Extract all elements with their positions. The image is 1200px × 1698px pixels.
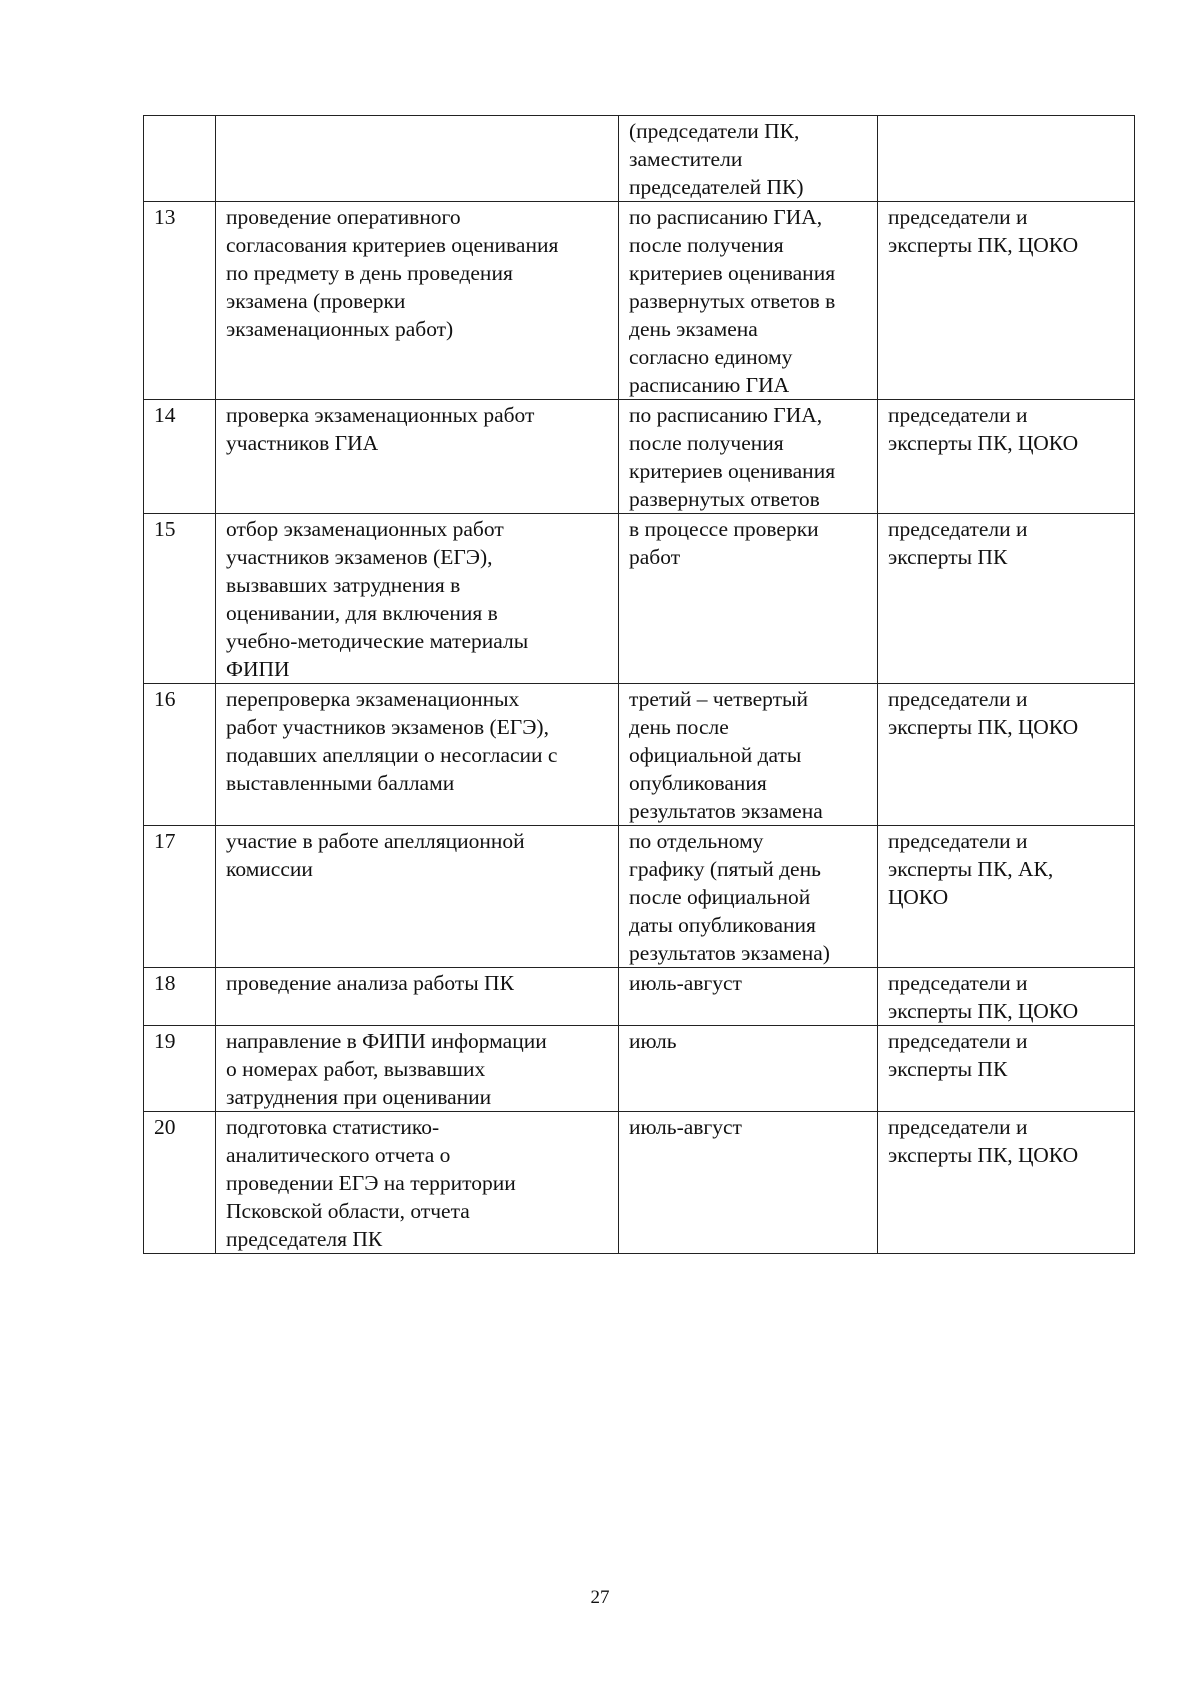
cell-text-line: председатели и <box>888 1115 1028 1139</box>
row-number-cell <box>144 826 216 968</box>
cell-text-line: председателей ПК) <box>629 175 804 199</box>
cell-text-line: участников ГИА <box>226 431 379 455</box>
cell-text-line: 13 <box>154 205 176 229</box>
cell-text-line: эксперты ПК, ЦОКО <box>888 431 1079 455</box>
cell-text-line: подавших апелляции о несогласии с <box>226 743 558 767</box>
cell-text-line: эксперты ПК, АК, <box>888 857 1054 881</box>
timing-cell <box>619 400 878 514</box>
responsible-cell <box>878 514 1135 684</box>
cell-text-line: графику (пятый день <box>629 857 821 881</box>
timing-cell <box>619 116 878 202</box>
cell-text-line: председатели и <box>888 829 1028 853</box>
activity-cell <box>216 514 619 684</box>
table-row <box>144 116 1135 202</box>
timing-cell <box>619 684 878 826</box>
row-number-cell <box>144 202 216 400</box>
cell-text-line: по расписанию ГИА, <box>629 205 823 229</box>
cell-text-line: о номерах работ, вызвавших <box>226 1057 486 1081</box>
page-number: 27 <box>590 1587 610 1608</box>
activity-cell <box>216 684 619 826</box>
cell-text-line: работ <box>629 545 681 569</box>
cell-text-line: 14 <box>154 403 176 427</box>
cell-text-line: результатов экзамена <box>629 799 823 823</box>
cell-text-line: расписанию ГИА <box>629 373 790 397</box>
responsible-cell <box>878 968 1135 1026</box>
table-row <box>144 684 1135 826</box>
cell-text-line: заместители <box>629 147 743 171</box>
responsible-cell <box>878 400 1135 514</box>
cell-text-line: аналитического отчета о <box>226 1143 451 1167</box>
activity-cell <box>216 202 619 400</box>
row-number-cell <box>144 684 216 826</box>
schedule-table-body <box>144 116 1135 1254</box>
row-number-cell <box>144 400 216 514</box>
responsible-cell <box>878 684 1135 826</box>
responsible-cell <box>878 116 1135 202</box>
row-number-cell <box>144 514 216 684</box>
table-row <box>144 826 1135 968</box>
cell-text-line: даты опубликования <box>629 913 816 937</box>
timing-cell <box>619 202 878 400</box>
cell-text-line: 16 <box>154 687 176 711</box>
timing-cell <box>619 514 878 684</box>
cell-text-line: день после <box>629 715 729 739</box>
cell-text-line: проверка экзаменационных работ <box>226 403 535 427</box>
cell-text-line: председатели и <box>888 971 1028 995</box>
cell-text-line: (председатели ПК, <box>629 119 800 143</box>
cell-text-line: в процессе проверки <box>629 517 819 541</box>
cell-text-line: отбор экзаменационных работ <box>226 517 504 541</box>
cell-text-line: вызвавших затруднения в <box>226 573 461 597</box>
cell-text-line: июль <box>629 1029 677 1053</box>
timing-cell <box>619 1026 878 1112</box>
cell-text-line: 20 <box>154 1115 176 1139</box>
cell-text-line: эксперты ПК, ЦОКО <box>888 233 1079 257</box>
cell-text-line: по отдельному <box>629 829 764 853</box>
cell-text-line: после получения <box>629 233 784 257</box>
cell-text-line: председателя ПК <box>226 1227 383 1251</box>
cell-text-line: 15 <box>154 517 176 541</box>
responsible-cell <box>878 1026 1135 1112</box>
cell-text-line: развернутых ответов <box>629 487 820 511</box>
cell-text-line: третий – четвертый <box>629 687 808 711</box>
cell-text-line: учебно-методические материалы <box>226 629 529 653</box>
cell-text-line: согласования критериев оценивания <box>226 233 559 257</box>
activity-cell <box>216 1026 619 1112</box>
table-row <box>144 1112 1135 1254</box>
activity-cell <box>216 400 619 514</box>
timing-cell <box>619 826 878 968</box>
activity-cell <box>216 968 619 1026</box>
cell-text-line: председатели и <box>888 687 1028 711</box>
schedule-table <box>143 115 1135 1254</box>
cell-text-line: перепроверка экзаменационных <box>226 687 520 711</box>
cell-text-line: июль-август <box>629 971 742 995</box>
activity-cell <box>216 826 619 968</box>
table-row <box>144 400 1135 514</box>
cell-text-line: председатели и <box>888 205 1028 229</box>
cell-text-line: согласно единому <box>629 345 793 369</box>
cell-text-line: 19 <box>154 1029 176 1053</box>
cell-text-line: развернутых ответов в <box>629 289 836 313</box>
cell-text-line: подготовка статистико- <box>226 1115 440 1139</box>
cell-text-line: председатели и <box>888 517 1028 541</box>
cell-text-line: 17 <box>154 829 176 853</box>
cell-text-line: участников экзаменов (ЕГЭ), <box>226 545 493 569</box>
cell-text-line: результатов экзамена) <box>629 941 830 965</box>
timing-cell <box>619 1112 878 1254</box>
cell-text-line: официальной даты <box>629 743 802 767</box>
cell-text-line: председатели и <box>888 1029 1028 1053</box>
table-row <box>144 1026 1135 1112</box>
cell-text-line: ЦОКО <box>888 885 949 909</box>
cell-text-line: участие в работе апелляционной <box>226 829 525 853</box>
row-number-cell <box>144 968 216 1026</box>
responsible-cell <box>878 826 1135 968</box>
row-number-cell <box>144 1112 216 1254</box>
cell-text-line: эксперты ПК, ЦОКО <box>888 715 1079 739</box>
cell-text-line: Псковской области, отчета <box>226 1199 470 1223</box>
cell-text-line: экзамена (проверки <box>226 289 406 313</box>
cell-text-line: критериев оценивания <box>629 459 836 483</box>
responsible-cell <box>878 202 1135 400</box>
row-number-cell <box>144 1026 216 1112</box>
row-number-cell <box>144 116 216 202</box>
cell-text-line: проведении ЕГЭ на территории <box>226 1171 516 1195</box>
cell-text-line: июль-август <box>629 1115 742 1139</box>
cell-text-line: по предмету в день проведения <box>226 261 513 285</box>
cell-text-line: эксперты ПК, ЦОКО <box>888 1143 1079 1167</box>
cell-text-line: после получения <box>629 431 784 455</box>
cell-text-line: ФИПИ <box>226 657 290 681</box>
cell-text-line: оценивании, для включения в <box>226 601 498 625</box>
cell-text-line: проведение анализа работы ПК <box>226 971 514 995</box>
cell-text-line: 18 <box>154 971 176 995</box>
table-row <box>144 968 1135 1026</box>
table-row <box>144 202 1135 400</box>
cell-text-line: эксперты ПК <box>888 545 1008 569</box>
cell-text-line: эксперты ПК <box>888 1057 1008 1081</box>
table-row <box>144 514 1135 684</box>
cell-text-line: проведение оперативного <box>226 205 461 229</box>
activity-cell <box>216 116 619 202</box>
cell-text-line: работ участников экзаменов (ЕГЭ), <box>226 715 549 739</box>
cell-text-line: критериев оценивания <box>629 261 836 285</box>
cell-text-line: комиссии <box>226 857 313 881</box>
cell-text-line: эксперты ПК, ЦОКО <box>888 999 1079 1023</box>
cell-text-line: опубликования <box>629 771 767 795</box>
timing-cell <box>619 968 878 1026</box>
responsible-cell <box>878 1112 1135 1254</box>
activity-cell <box>216 1112 619 1254</box>
cell-text-line: направление в ФИПИ информации <box>226 1029 547 1053</box>
cell-text-line: экзаменационных работ) <box>226 317 454 341</box>
cell-text-line: затруднения при оценивании <box>226 1085 492 1109</box>
cell-text-line: выставленными баллами <box>226 771 455 795</box>
cell-text-line: по расписанию ГИА, <box>629 403 823 427</box>
cell-text-line: день экзамена <box>629 317 758 341</box>
cell-text-line: после официальной <box>629 885 811 909</box>
cell-text-line: председатели и <box>888 403 1028 427</box>
